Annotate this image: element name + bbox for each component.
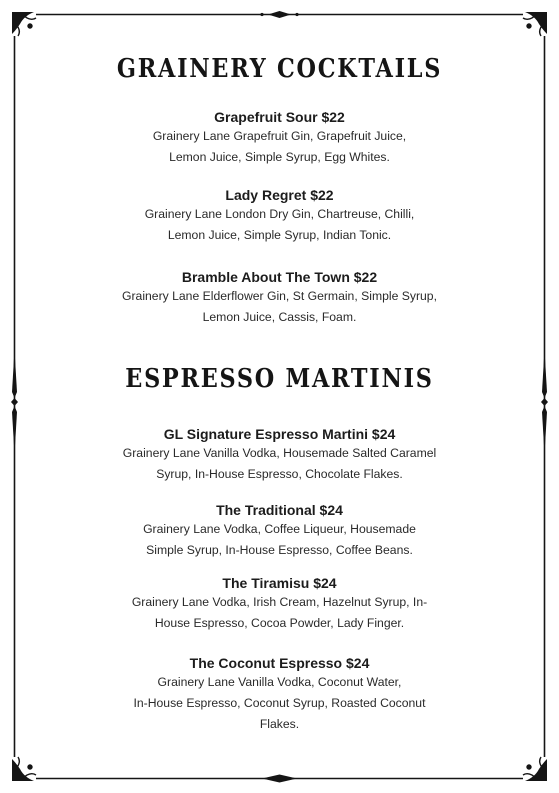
menu-item-description: Grainery Lane Grapefruit Gin, Grapefruit Juice,	[152, 129, 407, 143]
menu-item-description: Flakes.	[259, 717, 300, 731]
menu-item-description: Grainery Lane London Dry Gin, Chartreuse, Chilli,	[144, 207, 415, 221]
menu-item-description: Lemon Juice, Simple Syrup, Indian Tonic.	[167, 228, 392, 242]
menu-item-name: GL Signature Espresso Martini $24	[163, 426, 396, 442]
section-title-espresso-martinis: ESPRESSO MARTINIS	[125, 364, 434, 394]
menu-item-name: Bramble About The Town $22	[181, 269, 378, 285]
diamond-ornament-icon	[262, 775, 297, 783]
menu-item-name: The Coconut Espresso $24	[189, 655, 370, 671]
corner-flourish-icon	[523, 757, 547, 781]
menu-item	[0, 574, 559, 634]
menu-item-description: Grainery Lane Vodka, Coffee Liqueur, Housemade	[143, 522, 416, 536]
menu-item	[0, 654, 559, 735]
menu-item-description: Grainery Lane Elderflower Gin, St Germain, Simple Syrup,	[122, 289, 437, 303]
menu-item	[0, 425, 559, 485]
menu-item	[0, 108, 559, 168]
menu-item-description: House Espresso, Cocoa Powder, Lady Finger.	[154, 616, 405, 630]
menu-item-description: Grainery Lane Vodka, Irish Cream, Hazelnut Syrup, In-	[131, 595, 428, 609]
menu-item-name: The Traditional $24	[216, 502, 343, 518]
corner-flourish-icon	[12, 12, 36, 36]
menu-item-description: In-House Espresso, Coconut Syrup, Roasted Coconut	[133, 696, 426, 710]
section-title-cocktails: GRAINERY COCKTAILS	[116, 54, 443, 84]
corner-flourish-icon	[12, 757, 36, 781]
menu-item	[0, 268, 559, 328]
menu-item-description: Simple Syrup, In-House Espresso, Coffee Beans.	[146, 543, 413, 557]
menu-item-name: Lady Regret $22	[225, 187, 334, 203]
menu-item	[0, 501, 559, 561]
menu-item-description: Lemon Juice, Cassis, Foam.	[202, 310, 357, 324]
menu-item-name: Grapefruit Sour $22	[214, 109, 345, 125]
menu-item-description: Grainery Lane Vanilla Vodka, Housemade Salted Caramel	[122, 446, 437, 460]
corner-flourish-icon	[523, 12, 547, 36]
menu-item-description: Lemon Juice, Simple Syrup, Egg Whites.	[169, 150, 390, 164]
menu-item-name: The Tiramisu $24	[222, 575, 337, 591]
menu-item-description: Grainery Lane Vanilla Vodka, Coconut Water,	[157, 675, 402, 689]
menu-item	[0, 186, 559, 246]
menu-item-description: Syrup, In-House Espresso, Chocolate Flakes.	[156, 467, 403, 481]
